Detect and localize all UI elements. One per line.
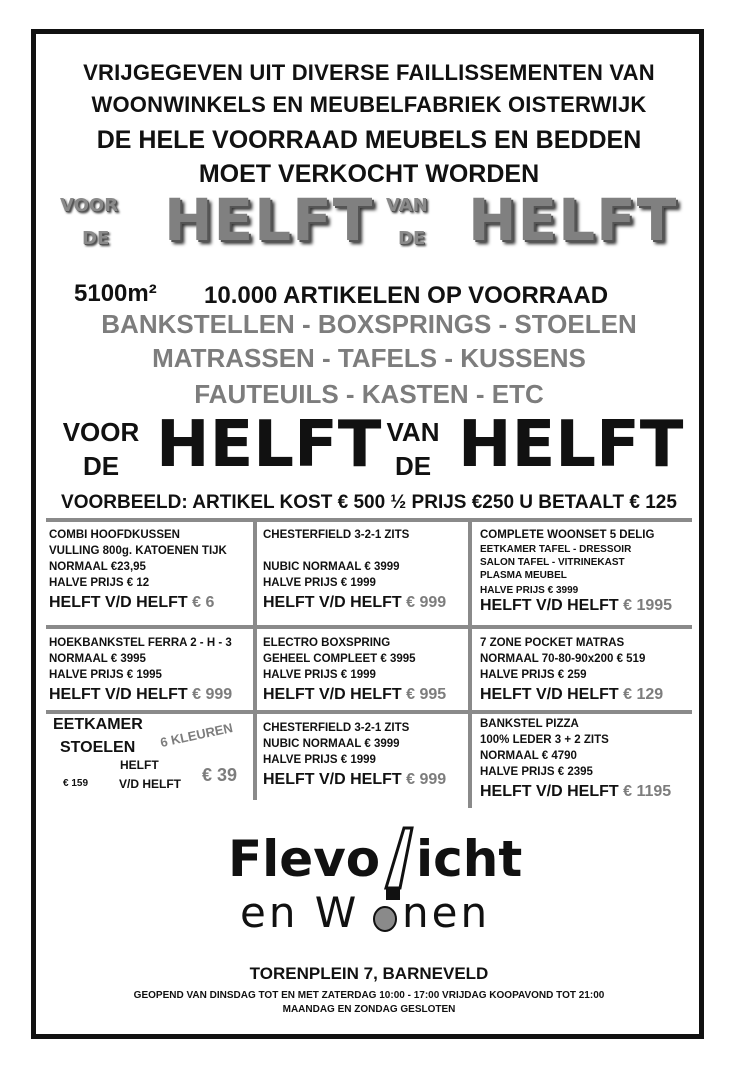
offer-chesterfield-2-half: HALVE PRIJS € 1999 bbox=[263, 754, 376, 766]
offer-chairs-eetkamer: EETKAMER bbox=[53, 716, 143, 733]
grid-line-row-2 bbox=[46, 710, 692, 714]
offer-living-set-deal bbox=[480, 597, 672, 615]
slogan-de-1: DE bbox=[82, 451, 120, 481]
slogan-van-de bbox=[382, 415, 444, 483]
header-line-4: MOET VERKOCHT WORDEN bbox=[198, 160, 540, 188]
brand-logo bbox=[228, 830, 523, 940]
offer-mattress-deal bbox=[480, 686, 663, 704]
offer-chesterfield-2-normal: NUBIC NORMAAL € 3999 bbox=[263, 738, 400, 750]
offer-boxspring-title: ELECTRO BOXSPRING bbox=[263, 637, 391, 649]
offer-living-set-item-2: SALON TAFEL - VITRINEKAST bbox=[480, 557, 625, 568]
offer-chesterfield-1-normal: NUBIC NORMAAL € 3999 bbox=[263, 561, 400, 573]
offer-pizza-sofa-title: BANKSTEL PIZZA bbox=[480, 718, 579, 730]
slogan3d-voor: VOOR bbox=[60, 195, 119, 216]
offer-pillow-desc: VULLING 800g. KATOENEN TIJK bbox=[49, 545, 227, 557]
offer-chesterfield-1-half: HALVE PRIJS € 1999 bbox=[263, 577, 376, 589]
offer-living-set-half: HALVE PRIJS € 3999 bbox=[480, 585, 579, 596]
offer-living-set-title: COMPLETE WOONSET 5 DELIG bbox=[480, 529, 655, 541]
footer-hours: GEOPEND VAN DINSDAG TOT EN MET ZATERDAG 10:00 - 17:00 VRIJDAG KOOPAVOND TOT 21:00 bbox=[133, 990, 605, 1001]
slogan-voor: VOOR bbox=[62, 417, 140, 447]
slogan3d-helft-1: HELFT bbox=[164, 186, 374, 254]
slogan3d-van: VAN bbox=[386, 195, 428, 216]
offer-living-set-item-1: EETKAMER TAFEL - DRESSOIR bbox=[480, 544, 632, 555]
logo-o-dot-icon bbox=[372, 904, 398, 934]
offer-mattress bbox=[480, 635, 663, 704]
offer-pillow-price: € 6 bbox=[192, 594, 215, 611]
slogan3d-de-1: DE bbox=[82, 228, 110, 249]
offer-chairs-price: € 39 bbox=[202, 765, 238, 785]
stock-area: 5100m² bbox=[74, 280, 157, 307]
offer-boxspring bbox=[263, 635, 446, 704]
offer-chairs-stoelen: STOELEN bbox=[60, 739, 136, 756]
offer-corner-sofa-price: € 999 bbox=[192, 686, 233, 703]
offer-chesterfield-1-deal bbox=[263, 594, 446, 612]
offer-chairs-helft: HELFT bbox=[120, 758, 159, 772]
offer-boxspring-price: € 995 bbox=[406, 686, 447, 703]
offer-corner-sofa-title: HOEKBANKSTEL FERRA 2 - H - 3 bbox=[49, 637, 232, 649]
offer-mattress-title: 7 ZONE POCKET MATRAS bbox=[480, 637, 625, 649]
offer-chesterfield-1 bbox=[263, 527, 446, 612]
offer-chairs-colors: 6 KLEUREN bbox=[158, 720, 235, 750]
header-line-3: DE HELE VOORRAAD MEUBELS EN BEDDEN bbox=[96, 126, 642, 154]
logo-sub-en-w: en W bbox=[240, 888, 360, 937]
offer-pillow-half: HALVE PRIJS € 12 bbox=[49, 577, 150, 589]
offer-pillow-deal-label: HELFT V/D HELFT bbox=[49, 594, 188, 611]
offer-mattress-deal-label: HELFT V/D HELFT bbox=[480, 686, 619, 703]
offer-pillow-title: COMBI HOOFDKUSSEN bbox=[49, 529, 180, 541]
grid-line-top bbox=[46, 518, 692, 522]
slogan-voor-de bbox=[58, 415, 144, 483]
offer-pillow-deal bbox=[49, 594, 227, 612]
offer-living-set-item-3: PLASMA MEUBEL bbox=[480, 570, 567, 581]
slogan3d-helft-2: HELFT bbox=[468, 186, 678, 254]
products-line-1: BANKSTELLEN - BOXSPRINGS - STOELEN bbox=[101, 309, 637, 339]
offer-corner-sofa bbox=[49, 635, 232, 704]
slogan-van: VAN bbox=[386, 417, 440, 447]
offer-pizza-sofa-price: € 1195 bbox=[623, 783, 672, 800]
slogan-helft-1: HELFT bbox=[156, 408, 382, 482]
offer-pizza-sofa-deal-label: HELFT V/D HELFT bbox=[480, 783, 619, 800]
offer-chesterfield-1-title: CHESTERFIELD 3-2-1 ZITS bbox=[263, 529, 410, 541]
offer-chairs-vd-helft: V/D HELFT bbox=[119, 777, 181, 791]
offer-chesterfield-2 bbox=[263, 720, 446, 789]
offer-living-set-price: € 1995 bbox=[623, 597, 673, 614]
offer-chesterfield-1-deal-label: HELFT V/D HELFT bbox=[263, 594, 402, 611]
logo-word-flevo: Flevo bbox=[228, 830, 381, 888]
offer-living-set bbox=[480, 527, 672, 615]
products-line-2: MATRASSEN - TAFELS - KUSSENS bbox=[152, 343, 586, 373]
slogan3d-de-2: DE bbox=[398, 228, 426, 249]
offer-corner-sofa-half: HALVE PRIJS € 1995 bbox=[49, 669, 162, 681]
grid-line-col-2 bbox=[468, 518, 472, 808]
slogan-de-2: DE bbox=[394, 451, 432, 481]
offer-pillow-normal: NORMAAL €23,95 bbox=[49, 561, 146, 573]
offer-corner-sofa-normal: NORMAAL € 3995 bbox=[49, 653, 146, 665]
offer-chesterfield-1-price: € 999 bbox=[406, 594, 447, 611]
offer-chesterfield-2-price: € 999 bbox=[406, 771, 447, 788]
offer-pizza-sofa bbox=[480, 716, 671, 801]
offer-chesterfield-2-title: CHESTERFIELD 3-2-1 ZITS bbox=[263, 722, 410, 734]
offer-boxspring-half: HALVE PRIJS € 1999 bbox=[263, 669, 376, 681]
offer-pizza-sofa-desc: 100% LEDER 3 + 2 ZITS bbox=[480, 734, 609, 746]
offer-boxspring-normal: GEHEEL COMPLEET € 3995 bbox=[263, 653, 416, 665]
offer-chesterfield-2-deal bbox=[263, 771, 446, 789]
footer-closed: MAANDAG EN ZONDAG GESLOTEN bbox=[282, 1004, 456, 1015]
offer-mattress-half: HALVE PRIJS € 259 bbox=[480, 669, 587, 681]
offer-corner-sofa-deal bbox=[49, 686, 232, 704]
stock-articles: 10.000 ARTIKELEN OP VOORRAAD bbox=[204, 282, 609, 309]
slogan-helft-2: HELFT bbox=[458, 408, 684, 482]
header-line-2: WOONWINKELS EN MEUBELFABRIEK OISTERWIJK bbox=[91, 92, 647, 117]
offer-boxspring-deal-label: HELFT V/D HELFT bbox=[263, 686, 402, 703]
example-line: VOORBEELD: ARTIKEL KOST € 500 ½ PRIJS €250 U BETAALT € 125 bbox=[61, 492, 677, 513]
offer-mattress-normal: NORMAAL 70-80-90x200 € 519 bbox=[480, 653, 646, 665]
offer-corner-sofa-deal-label: HELFT V/D HELFT bbox=[49, 686, 188, 703]
offer-pizza-sofa-half: HALVE PRIJS € 2395 bbox=[480, 766, 593, 778]
header-line-1: VRIJGEGEVEN UIT DIVERSE FAILLISSEMENTEN VAN bbox=[83, 60, 655, 85]
offer-chesterfield-2-deal-label: HELFT V/D HELFT bbox=[263, 771, 402, 788]
offer-chairs-old-price: € 159 bbox=[63, 778, 89, 789]
offer-pillow bbox=[49, 527, 227, 612]
offer-mattress-price: € 129 bbox=[623, 686, 664, 703]
footer-address: TORENPLEIN 7, BARNEVELD bbox=[249, 964, 489, 983]
offer-pizza-sofa-normal: NORMAAL € 4790 bbox=[480, 750, 577, 762]
logo-sub-nen: nen bbox=[402, 888, 491, 937]
offer-living-set-deal-label: HELFT V/D HELFT bbox=[480, 597, 619, 614]
products-line-3: FAUTEUILS - KASTEN - ETC bbox=[194, 379, 544, 409]
grid-line-row-1 bbox=[46, 625, 692, 629]
grid-line-col-1 bbox=[253, 518, 257, 800]
offer-boxspring-deal bbox=[263, 686, 446, 704]
offer-pizza-sofa-deal bbox=[480, 783, 671, 801]
logo-word-icht: icht bbox=[416, 830, 523, 888]
